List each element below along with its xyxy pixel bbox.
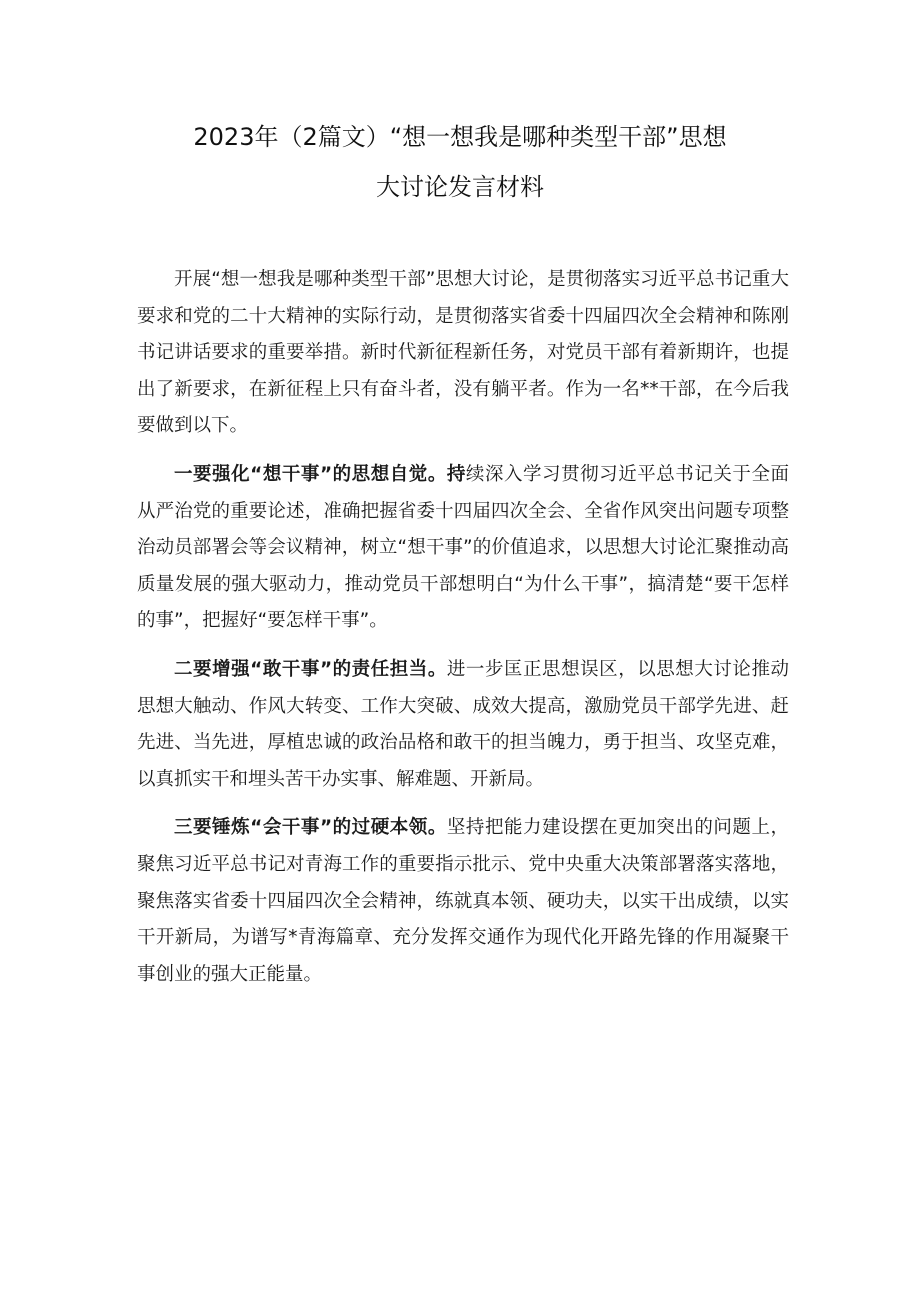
paragraph-text: 续深入学习贯彻习近平总书记关于全面从严治党的重要论述，准确把握省委十四届四次全会、全省作风突出问题专项整治动员部署会等会议精神，树立“想干事”的价值追求，以思想大讨论汇聚推动高质量发展的强大驱动力，推动党员干部想明白“为什么干事”，搞清楚“要干怎样的事”，把握好“要怎样干事”。 bbox=[137, 463, 789, 632]
paragraph-lead: 二要增强“敢干事”的责任担当。 bbox=[174, 658, 447, 680]
title-line-2: 大讨论发言材料 bbox=[376, 173, 544, 201]
paragraph-text: 进一步匡正思想误区，以思想大讨论推动思想大触动、作风大转变、工作大突破、成效大提高，激励党员干部学先进、赶先进、当先进，厚植忠诚的政治品格和敢干的担当魄力，勇于担当、攻坚克难，以真抓实干和埋头苦干办实事、解难题、开新局。 bbox=[137, 658, 789, 790]
paragraph-point-2 bbox=[137, 652, 789, 798]
paragraph-intro bbox=[137, 262, 789, 445]
paragraph-lead: 三要锤炼“会干事”的过硬本领。 bbox=[174, 817, 447, 839]
paragraph-lead: 一要强化“想干事”的思想自觉。持 bbox=[174, 463, 466, 485]
paragraph-point-1 bbox=[137, 457, 789, 640]
paragraph-text: 开展“想一想我是哪种类型干部”思想大讨论，是贯彻落实习近平总书记重大要求和党的二十大精神的实际行动，是贯彻落实省委十四届四次全会精神和陈刚书记讲话要求的重要举措。新时代新征程新任务，对党员干部有着新期许，也提出了新要求，在新征程上只有奋斗者，没有躺平者。作为一名**干部，在今后我要做到以下。 bbox=[137, 269, 789, 437]
paragraph-text: 坚持把能力建设摆在更加突出的问题上，聚焦习近平总书记对青海工作的重要指示批示、党中央重大决策部署落实落地，聚焦落实省委十四届四次全会精神，练就真本领、硬功夫，以实干出成绩，以实干开新局，为谱写*青海篇章、充分发挥交通作为现代化开路先锋的作用凝聚干事创业的强大正能量。 bbox=[137, 817, 789, 985]
document-body bbox=[137, 262, 789, 1005]
paragraph-point-3 bbox=[137, 810, 789, 993]
title-line-1: 2023年（2篇文）“想一想我是哪种类型干部”思想 bbox=[193, 123, 727, 151]
document-title bbox=[120, 112, 800, 212]
